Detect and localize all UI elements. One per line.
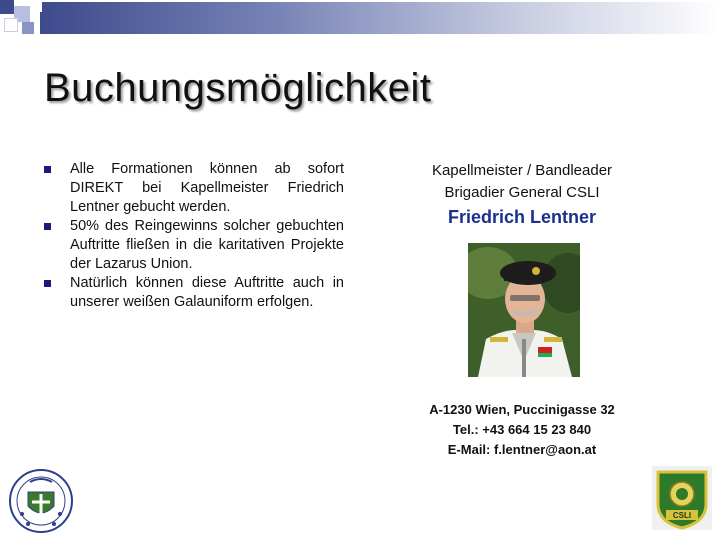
- csli-shield-emblem: [652, 466, 712, 530]
- bullet-item: [44, 160, 344, 217]
- bullet-text: Alle Formationen können ab sofort DIREKT bei Kapellmeister Friedrich Lentner gebucht werden.: [70, 161, 344, 215]
- deco-square: [4, 18, 18, 32]
- person-name: Friedrich Lentner: [447, 207, 597, 227]
- bullet-list: [44, 160, 344, 312]
- lazarus-union-emblem: [8, 466, 74, 536]
- address-line: A-1230 Wien, Puccinigasse 32: [429, 402, 615, 417]
- slide-title: Buchungsmöglichkeit: [44, 66, 432, 110]
- bullet-item: [44, 217, 344, 274]
- role-title: Kapellmeister / Bandleader: [431, 162, 613, 179]
- bullet-marker: [44, 280, 51, 287]
- deco-square: [32, 2, 42, 12]
- portrait-photo: [468, 243, 580, 377]
- role-block: [404, 160, 640, 204]
- bullet-text: Natürlich können diese Auftritte auch in unserer weißen Galauniform erfolgen.: [70, 275, 344, 310]
- csli-logo: [652, 466, 712, 530]
- portrait-illustration: [468, 243, 580, 377]
- rank-title: Brigadier General CSLI: [444, 184, 600, 201]
- svg-text:CSLI: CSLI: [672, 511, 692, 520]
- deco-square: [22, 22, 34, 34]
- contact-block: [404, 400, 640, 460]
- bullet-marker: [44, 223, 51, 230]
- email-line: E-Mail: f.lentner@aon.at: [447, 442, 597, 457]
- phone-line: Tel.: +43 664 15 23 840: [452, 422, 592, 437]
- bullet-item: [44, 274, 344, 312]
- deco-square: [0, 0, 14, 14]
- header-gradient-band: [40, 2, 720, 34]
- lazarus-union-logo: [8, 466, 74, 536]
- bullet-text: 50% des Reingewinns solcher gebuchten Auftritte fließen in die karitativen Projekte der Lazarus Union.: [70, 218, 344, 272]
- bullet-marker: [44, 166, 51, 173]
